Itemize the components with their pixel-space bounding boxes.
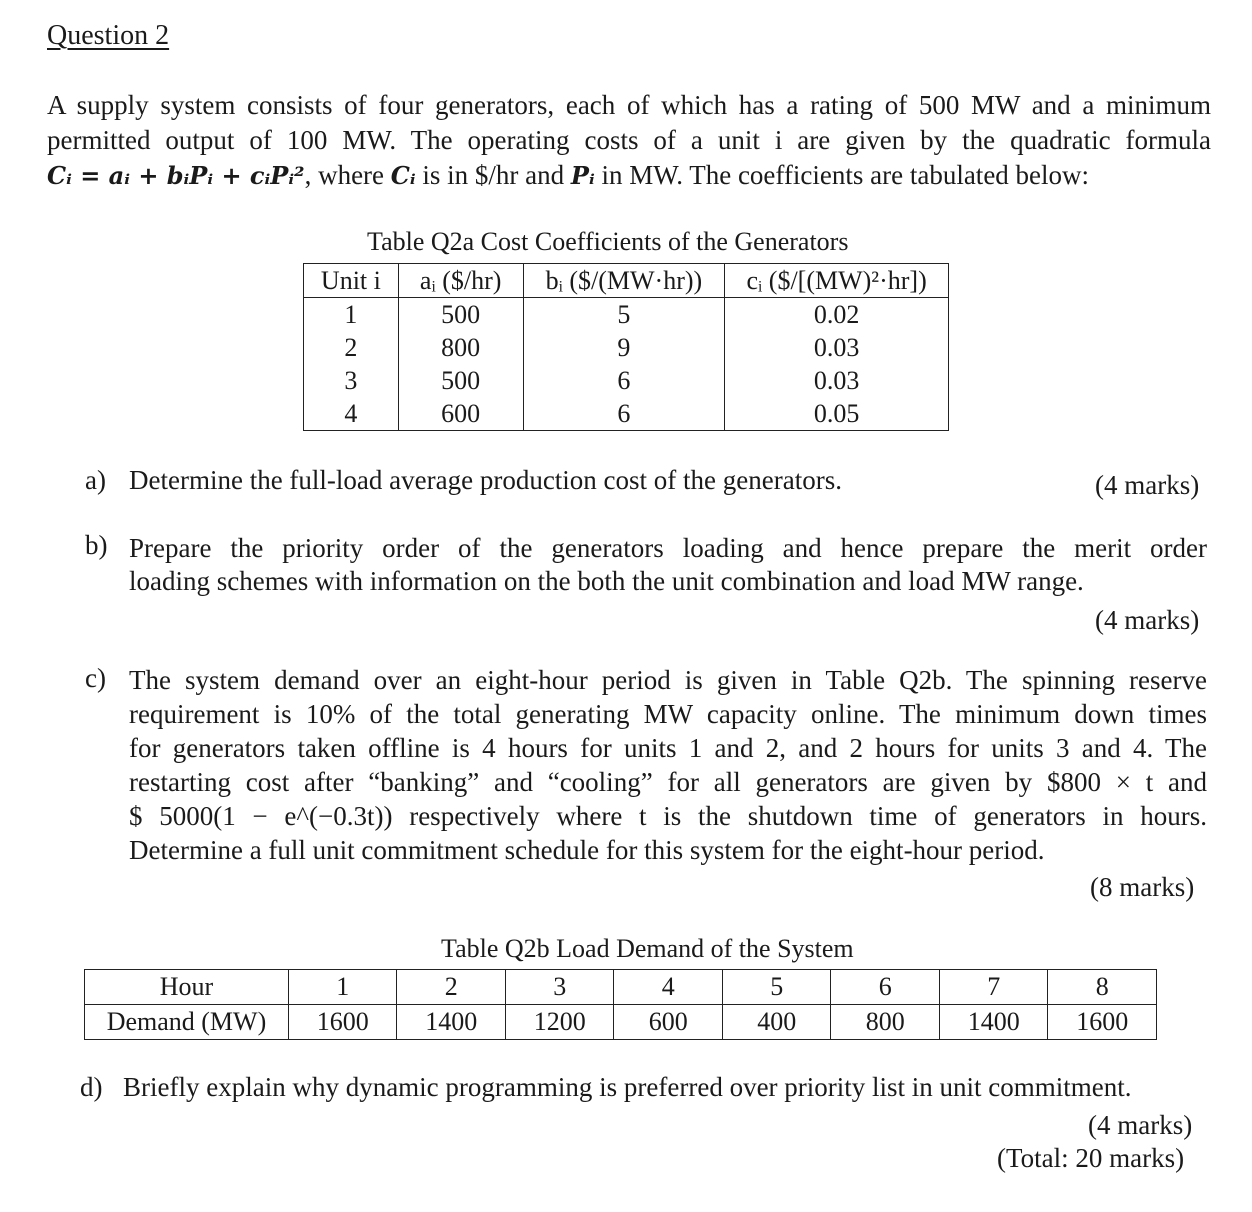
cell: 0.03 xyxy=(725,364,949,397)
cell: 2 xyxy=(397,970,506,1005)
cell: 600 xyxy=(614,1005,723,1040)
table-row xyxy=(304,397,949,431)
intro-text-b: is in $/hr and xyxy=(415,160,571,190)
cell: 500 xyxy=(398,364,523,397)
cell: 0.02 xyxy=(725,298,949,332)
table-row xyxy=(304,331,949,364)
cell: 0.03 xyxy=(725,331,949,364)
cell: 6 xyxy=(523,397,725,431)
part-d-label: d) xyxy=(80,1072,103,1102)
header-b: bᵢ ($/(MW·hr)) xyxy=(523,264,725,298)
table-q2a xyxy=(303,263,949,431)
part-c-line-3: for generators taken offline is 4 hours for units 1 and 2, and 2 hours for units 3 and 4. The xyxy=(129,733,1207,763)
part-b-line-2: loading schemes with information on the both the unit combination and load MW range. xyxy=(129,566,1084,596)
ci-symbol: Cᵢ xyxy=(390,161,416,190)
total-marks: (Total: 20 marks) xyxy=(997,1143,1185,1173)
question-title: Question 2 xyxy=(47,20,170,51)
cell: 9 xyxy=(523,331,725,364)
cell: 1600 xyxy=(1048,1005,1157,1040)
cell: 7 xyxy=(939,970,1048,1005)
cell: 2 xyxy=(304,331,399,364)
table-row xyxy=(304,364,949,397)
cell: 600 xyxy=(398,397,523,431)
cell: 0.05 xyxy=(725,397,949,431)
table-row xyxy=(85,970,1157,1005)
cell: 1 xyxy=(288,970,397,1005)
part-b-line-1: Prepare the priority order of the generators loading and hence prepare the merit order xyxy=(129,533,1207,563)
part-c-line-2: requirement is 10% of the total generating MW capacity online. The minimum down times xyxy=(129,699,1207,729)
table-row xyxy=(85,1005,1157,1040)
cell: 4 xyxy=(614,970,723,1005)
part-c-marks: (8 marks) xyxy=(1090,872,1195,902)
cell: 1 xyxy=(304,298,399,332)
table-q2a-header xyxy=(304,264,949,298)
cell: 8 xyxy=(1048,970,1157,1005)
part-a-marks: (4 marks) xyxy=(1095,470,1200,500)
part-d-marks: (4 marks) xyxy=(1088,1110,1193,1140)
part-c-line-4: restarting cost after “banking” and “cooling” for all generators are given by $800 × t and xyxy=(129,767,1207,797)
table-q2b-caption: Table Q2b Load Demand of the System xyxy=(441,934,854,963)
cell: 800 xyxy=(831,1005,940,1040)
table-q2b xyxy=(84,969,1157,1040)
intro-line-1: A supply system consists of four generators, each of which has a rating of 500 MW and a minimum xyxy=(47,90,1211,120)
header-a: aᵢ ($/hr) xyxy=(398,264,523,298)
part-c-line-5: $ 5000(1 − e^(−0.3t)) respectively where t is the shutdown time of generators in hours. xyxy=(129,801,1207,831)
part-a-text: Determine the full-load average production cost of the generators. xyxy=(129,465,842,495)
cell: 1600 xyxy=(288,1005,397,1040)
cell: 400 xyxy=(722,1005,831,1040)
part-d-text: Briefly explain why dynamic programming is preferred over priority list in unit commitment. xyxy=(123,1072,1132,1102)
cell: 1200 xyxy=(505,1005,614,1040)
cell: 800 xyxy=(398,331,523,364)
table-row xyxy=(304,298,949,332)
header-c: cᵢ ($/[(MW)²·hr]) xyxy=(725,264,949,298)
part-c-line-1: The system demand over an eight-hour period is given in Table Q2b. The spinning reserve xyxy=(129,665,1207,695)
cell: 5 xyxy=(722,970,831,1005)
part-c-line-6: Determine a full unit commitment schedule for this system for the eight-hour period. xyxy=(129,835,1045,865)
cell: 1400 xyxy=(397,1005,506,1040)
part-a-label: a) xyxy=(85,465,106,495)
intro-text-c: in MW. The coefficients are tabulated below: xyxy=(594,160,1090,190)
cell: 5 xyxy=(523,298,725,332)
cell: 500 xyxy=(398,298,523,332)
row-label-hour: Hour xyxy=(85,970,289,1005)
part-c-label: c) xyxy=(85,663,106,693)
cell: 4 xyxy=(304,397,399,431)
cell: 6 xyxy=(523,364,725,397)
table-q2a-caption: Table Q2a Cost Coefficients of the Generators xyxy=(367,227,849,256)
cost-formula: Cᵢ = aᵢ + bᵢPᵢ + cᵢPᵢ² xyxy=(47,161,305,190)
part-b-label: b) xyxy=(85,530,108,560)
cell: 3 xyxy=(505,970,614,1005)
pi-symbol: Pᵢ xyxy=(570,161,595,190)
intro-text-a: , where xyxy=(304,160,391,190)
part-b-marks: (4 marks) xyxy=(1095,605,1200,635)
intro-line-2: permitted output of 100 MW. The operating costs of a unit i are given by the quadratic formula xyxy=(47,125,1211,155)
header-unit: Unit i xyxy=(304,264,399,298)
cell: 3 xyxy=(304,364,399,397)
intro-line-3 xyxy=(47,160,1089,191)
row-label-demand: Demand (MW) xyxy=(85,1005,289,1040)
cell: 6 xyxy=(831,970,940,1005)
cell: 1400 xyxy=(939,1005,1048,1040)
